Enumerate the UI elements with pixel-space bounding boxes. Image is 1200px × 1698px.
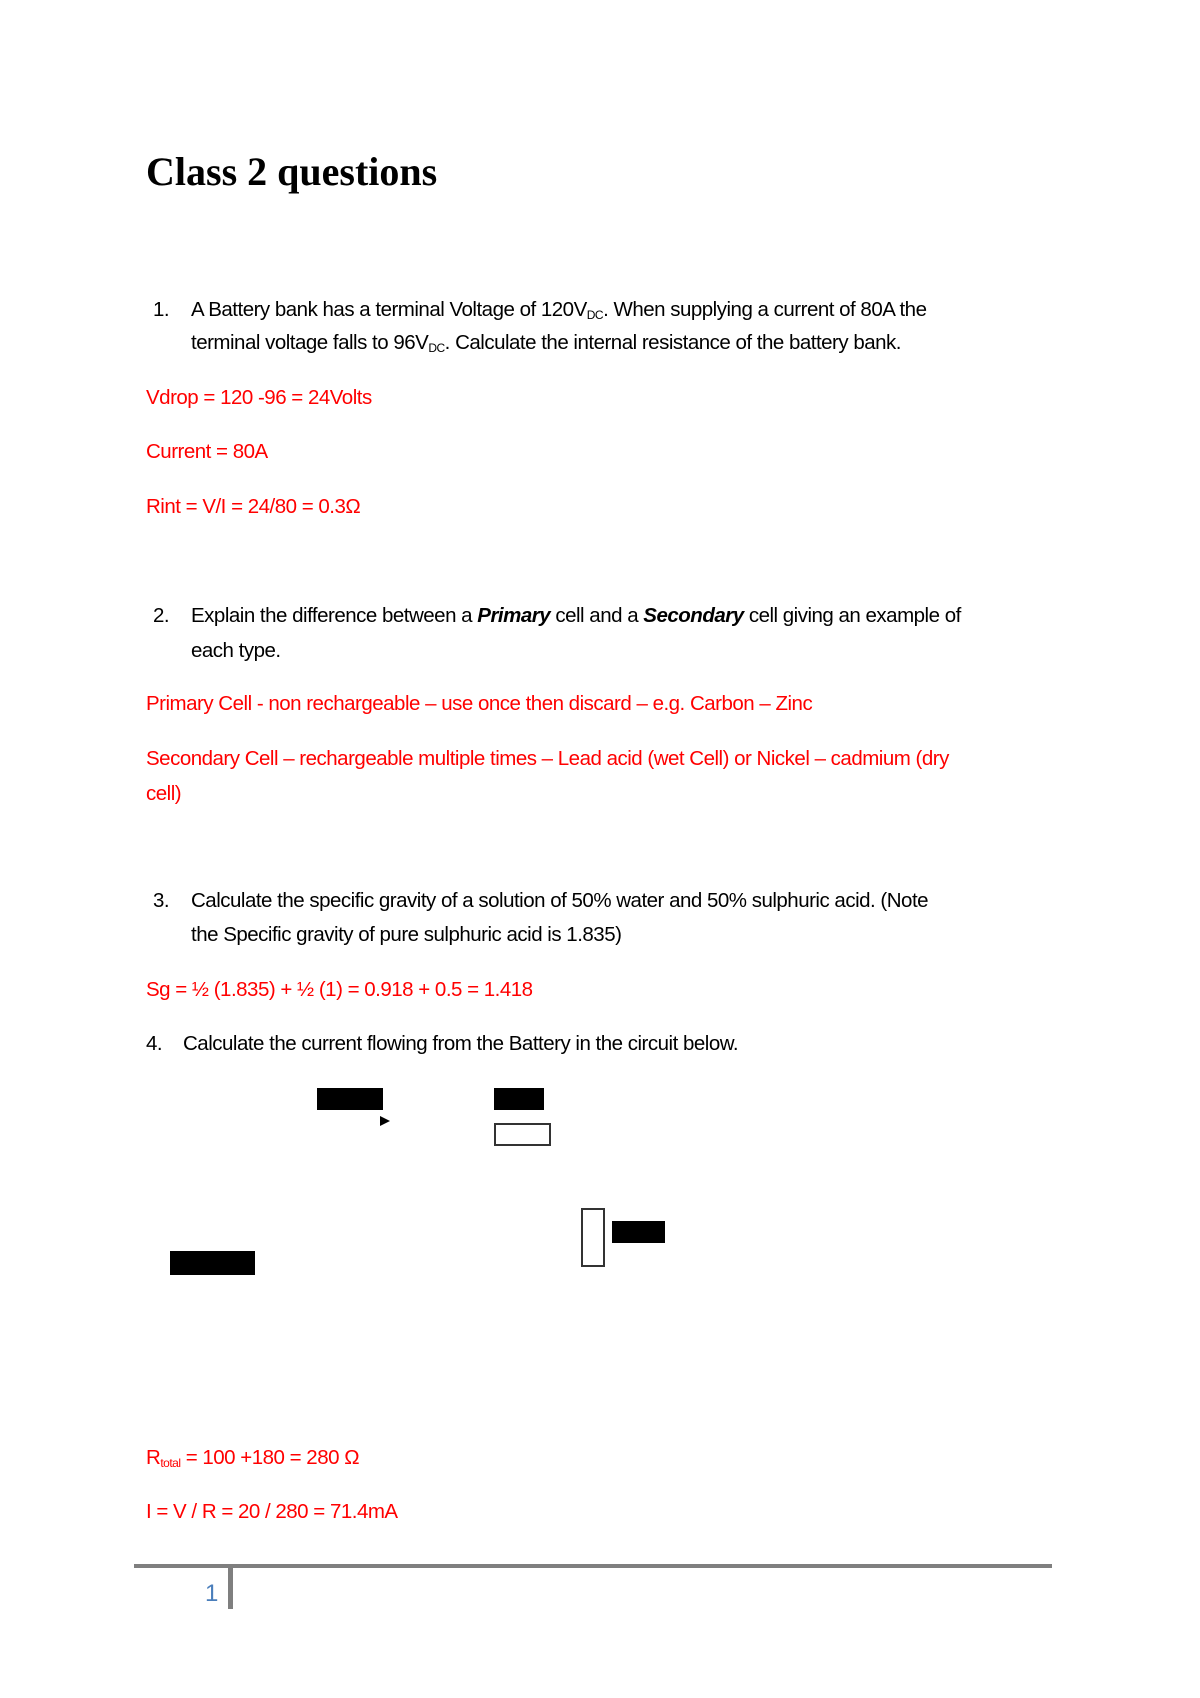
q4-text: Calculate the current flowing from the Battery in the circuit below. [183, 1032, 739, 1055]
q2-text-line1 [191, 604, 961, 628]
dc-subscript: DC [428, 341, 445, 355]
q3-number: 3. [153, 889, 170, 912]
q1-text-line1 [191, 298, 926, 327]
page-number: 1 [205, 1580, 219, 1607]
secondary-emphasis: Secondary [643, 604, 744, 627]
redacted-label [170, 1251, 255, 1275]
q4-answer-rtotal [146, 1446, 359, 1475]
q2-text: cell and a [550, 604, 644, 627]
q2-text: cell giving an example of [743, 604, 961, 627]
q2-number: 2. [153, 604, 170, 627]
q1-text-line2 [191, 331, 901, 360]
footer-divider [228, 1566, 233, 1609]
resistor [494, 1123, 551, 1146]
q4-answer-current: I = V / R = 20 / 280 = 71.4mA [146, 1500, 398, 1523]
q2-text-line2: each type. [191, 639, 281, 662]
q1-text: . Calculate the internal resistance of the battery bank. [444, 331, 901, 354]
q3-text-line2: the Specific gravity of pure sulphuric acid is 1.835) [191, 923, 622, 946]
q1-answer-current: Current = 80A [146, 440, 268, 463]
q2-answer-secondary-cont: cell) [146, 782, 182, 805]
q1-answer-vdrop: Vdrop = 120 -96 = 24Volts [146, 386, 372, 409]
redacted-label [494, 1088, 544, 1110]
total-subscript: total [160, 1456, 181, 1470]
q1-number: 1. [153, 298, 170, 321]
q3-answer: Sg = ½ (1.835) + ½ (1) = 0.918 + 0.5 = 1.418 [146, 978, 533, 1001]
redacted-label [317, 1088, 383, 1110]
rtotal-value: = 100 +180 = 280 Ω [180, 1446, 360, 1469]
resistor [581, 1208, 605, 1267]
arrow-icon [380, 1116, 390, 1126]
q1-text: A Battery bank has a terminal Voltage of 120V [191, 298, 587, 321]
primary-emphasis: Primary [477, 604, 551, 627]
q1-text: terminal voltage falls to 96V [191, 331, 429, 354]
q2-answer-secondary: Secondary Cell – rechargeable multiple times – Lead acid (wet Cell) or Nickel – cadmium (dry [146, 747, 949, 770]
r-symbol: R [146, 1446, 161, 1469]
q3-text-line1: Calculate the specific gravity of a solution of 50% water and 50% sulphuric acid. (Note [191, 889, 929, 912]
page-title: Class 2 questions [146, 149, 438, 194]
q1-answer-rint: Rint = V/I = 24/80 = 0.3Ω [146, 495, 361, 518]
q4-number: 4. [146, 1032, 163, 1055]
q2-answer-primary: Primary Cell - non rechargeable – use once then discard – e.g. Carbon – Zinc [146, 692, 813, 715]
footer-rule [134, 1564, 1052, 1568]
q1-text: . When supplying a current of 80A the [603, 298, 927, 321]
q2-text: Explain the difference between a [191, 604, 478, 627]
redacted-label [612, 1221, 665, 1243]
dc-subscript: DC [586, 308, 604, 322]
